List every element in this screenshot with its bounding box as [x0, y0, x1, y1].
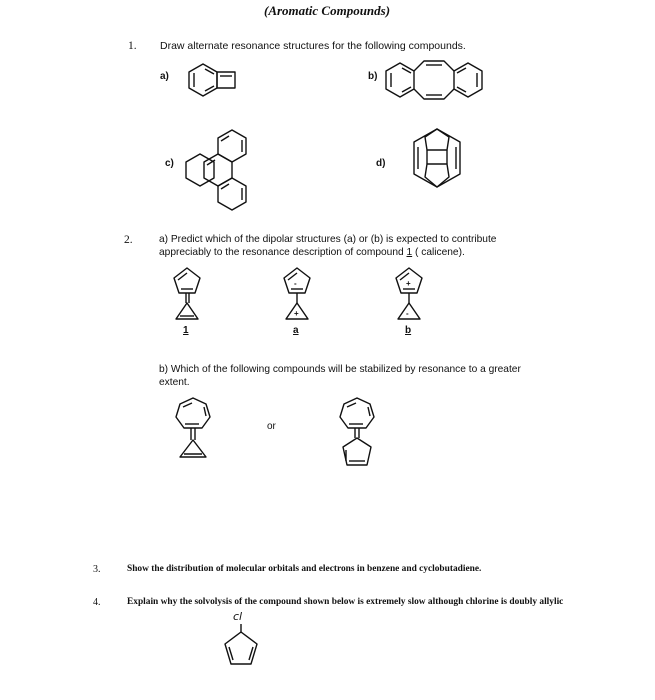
or-label: or: [267, 421, 276, 432]
svg-text:-: -: [294, 279, 297, 288]
question-1-text: Draw alternate resonance structures for the following compounds.: [160, 40, 466, 52]
question-2a-line-1: a) Predict which of the dipolar structures (a) or (b) is expected to contribute: [159, 234, 497, 245]
part-1d-label: d): [376, 158, 386, 169]
question-3-text: Show the distribution of molecular orbitals and electrons in benzene and cyclobutadiene.: [127, 564, 482, 574]
structure-2b-left: [171, 395, 215, 467]
part-1c-label: c): [165, 158, 174, 169]
question-3-number: 3.: [93, 564, 101, 575]
structure-1d: [402, 125, 472, 195]
svg-text:+: +: [406, 279, 411, 288]
question-2b-line-2: extent.: [159, 377, 190, 388]
structure-1c: [185, 125, 275, 220]
question-2-number: 2.: [124, 234, 133, 246]
question-2a-compound-ref: 1: [406, 247, 413, 258]
svg-text:+: +: [294, 309, 299, 318]
structure-2b-right: [335, 395, 379, 471]
structure-q4: [219, 622, 263, 670]
label-structure-b: b: [405, 325, 412, 336]
svg-text:-: -: [406, 309, 409, 318]
question-4-number: 4.: [93, 597, 101, 608]
structure-1b: [382, 55, 492, 105]
part-1b-label: b): [368, 71, 378, 82]
label-structure-a: a: [293, 325, 299, 336]
question-1-number: 1.: [128, 40, 137, 52]
question-2b-line-1: b) Which of the following compounds will be stabilized by resonance to a greater: [159, 364, 521, 375]
structure-calicene-1: [170, 265, 204, 327]
page-title: (Aromatic Compounds): [264, 3, 391, 18]
question-2a-line-2: [159, 247, 465, 258]
structure-dipolar-a: [280, 265, 314, 327]
chlorine-label: cl: [233, 610, 243, 623]
question-4-text: Explain why the solvolysis of the compound shown below is extremely slow although chlorine is doubly allylic: [127, 597, 564, 607]
question-2a-line-2-post: ( calicene).: [412, 247, 465, 258]
question-2a-line-2-pre: appreciably to the resonance description of compound: [159, 247, 407, 258]
part-1a-label: a): [160, 71, 169, 82]
structure-dipolar-b: [392, 265, 426, 327]
label-structure-1: 1: [183, 325, 189, 336]
structure-1a: [185, 60, 245, 100]
